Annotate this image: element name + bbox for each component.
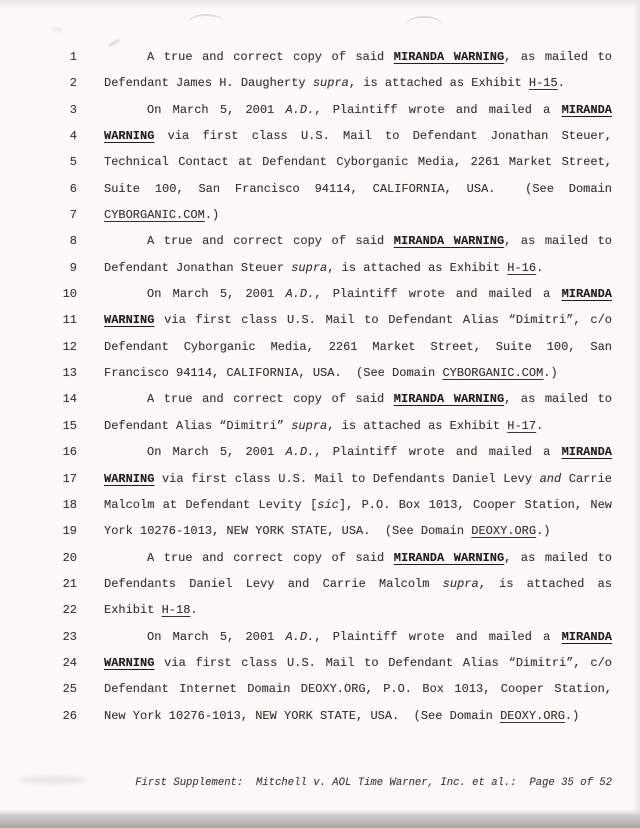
scan-bottom-edge [0,814,640,828]
line-text: Defendant Internet Domain DEOXY.ORG, P.O. Box 1013, Cooper Station, [104,682,612,697]
line-text: On March 5, 2001 A.D., Plaintiff wrote and mailed a MIRANDA [147,629,612,644]
line-number: 13 [62,366,77,381]
line-text: On March 5, 2001 A.D., Plaintiff wrote and mailed a MIRANDA [147,287,612,302]
document-line [0,624,640,650]
document-line [0,70,640,96]
line-number: 1 [69,50,77,64]
line-text: A true and correct copy of said MIRANDA WARNING, as mailed to [147,50,612,64]
line-text: York 10276-1013, NEW YORK STATE, USA. (See Domain DEOXY.ORG.) [104,524,551,539]
document-line [0,44,640,70]
line-text: Exhibit H-18. [104,603,198,618]
line-number: 6 [69,181,77,196]
line-number: 26 [62,708,77,723]
document-line [0,518,640,544]
line-text: Defendant James H. Daugherty supra, is attached as Exhibit H-15. [104,76,565,91]
scan-smudge [52,27,62,32]
line-number: 25 [62,682,77,697]
line-number: 9 [69,260,77,275]
document-line [0,386,640,412]
line-number: 14 [62,392,77,407]
line-text: Defendants Daniel Levy and Carrie Malcolm supra, is attached as [104,576,613,591]
line-number: 15 [62,418,77,433]
document-line [0,334,640,360]
document-line [0,571,640,597]
document-line [0,650,640,676]
line-text: Technical Contact at Defendant Cyborganic Media, 2261 Market Street, [104,155,612,170]
document-line [0,439,640,465]
line-text: A true and correct copy of said MIRANDA WARNING, as mailed to [147,234,612,249]
document-line [0,597,640,623]
line-number: 5 [69,155,77,170]
line-number: 19 [62,524,77,539]
line-number: 8 [69,234,77,249]
document-line [0,492,640,518]
document-line [0,255,640,281]
line-number: 7 [69,208,77,223]
line-number: 21 [62,576,77,591]
line-number: 2 [69,76,77,91]
line-text: On March 5, 2001 A.D., Plaintiff wrote and mailed a MIRANDA [147,102,612,117]
document-line [0,307,640,333]
line-text: Defendant Cyborganic Media, 2261 Market Street, Suite 100, San [104,339,612,354]
document-line [0,676,640,702]
line-text: Defendant Jonathan Steuer supra, is attached as Exhibit H-16. [104,260,544,275]
line-number: 12 [62,339,77,354]
line-number: 18 [62,497,77,512]
line-number: 16 [62,445,77,460]
document-line [0,176,640,202]
document-line [0,202,640,228]
line-number: 23 [62,629,77,644]
line-text: Defendant Alias “Dimitri” supra, is attached as Exhibit H-17. [104,418,544,433]
line-text: On March 5, 2001 A.D., Plaintiff wrote and mailed a MIRANDA [147,445,612,460]
line-number: 4 [69,129,77,144]
line-text: Malcolm at Defendant Levity [sic], P.O. Box 1013, Cooper Station, New [104,497,612,512]
line-number: 10 [62,287,77,302]
document-line [0,545,640,571]
line-number: 22 [62,603,77,618]
scan-top-edge [0,0,640,9]
line-text: Francisco 94114, CALIFORNIA, USA. (See Domain CYBORGANIC.COM.) [104,366,558,381]
line-text: WARNING via first class U.S. Mail to Defendant Alias “Dimitri”, c/o [104,655,612,670]
document-body [0,44,640,729]
document-line [0,413,640,439]
document-line [0,466,640,492]
line-number: 17 [62,471,77,486]
line-number: 20 [62,550,77,565]
punch-hole-left-mark [188,14,224,31]
line-text: New York 10276-1013, NEW YORK STATE, USA. (See Domain DEOXY.ORG.) [104,708,580,723]
line-text: Suite 100, San Francisco 94114, CALIFORNIA, USA. (See Domain [104,181,612,196]
document-line [0,228,640,254]
document-line [0,703,640,729]
document-line [0,149,640,175]
document-line [0,281,640,307]
footer-text: First Supplement: Mitchell v. AOL Time Warner, Inc. et al.: Page 35 of 52 [135,777,612,789]
document-line [0,360,640,386]
line-number: 3 [69,102,77,117]
document-line [0,97,640,123]
line-number: 11 [62,313,77,328]
line-text: A true and correct copy of said MIRANDA WARNING, as mailed to [147,392,612,407]
line-number: 24 [62,655,77,670]
line-text: WARNING via first class U.S. Mail to Defendant Jonathan Steuer, [104,129,612,144]
line-text: WARNING via first class U.S. Mail to Defendant Alias “Dimitri”, c/o [104,313,612,328]
punch-hole-right-mark [406,16,442,33]
document-line [0,123,640,149]
line-text: A true and correct copy of said MIRANDA WARNING, as mailed to [147,550,612,565]
line-text: WARNING via first class U.S. Mail to Defendants Daniel Levy and Carrie [104,471,612,486]
line-text: CYBORGANIC.COM.) [104,208,220,223]
